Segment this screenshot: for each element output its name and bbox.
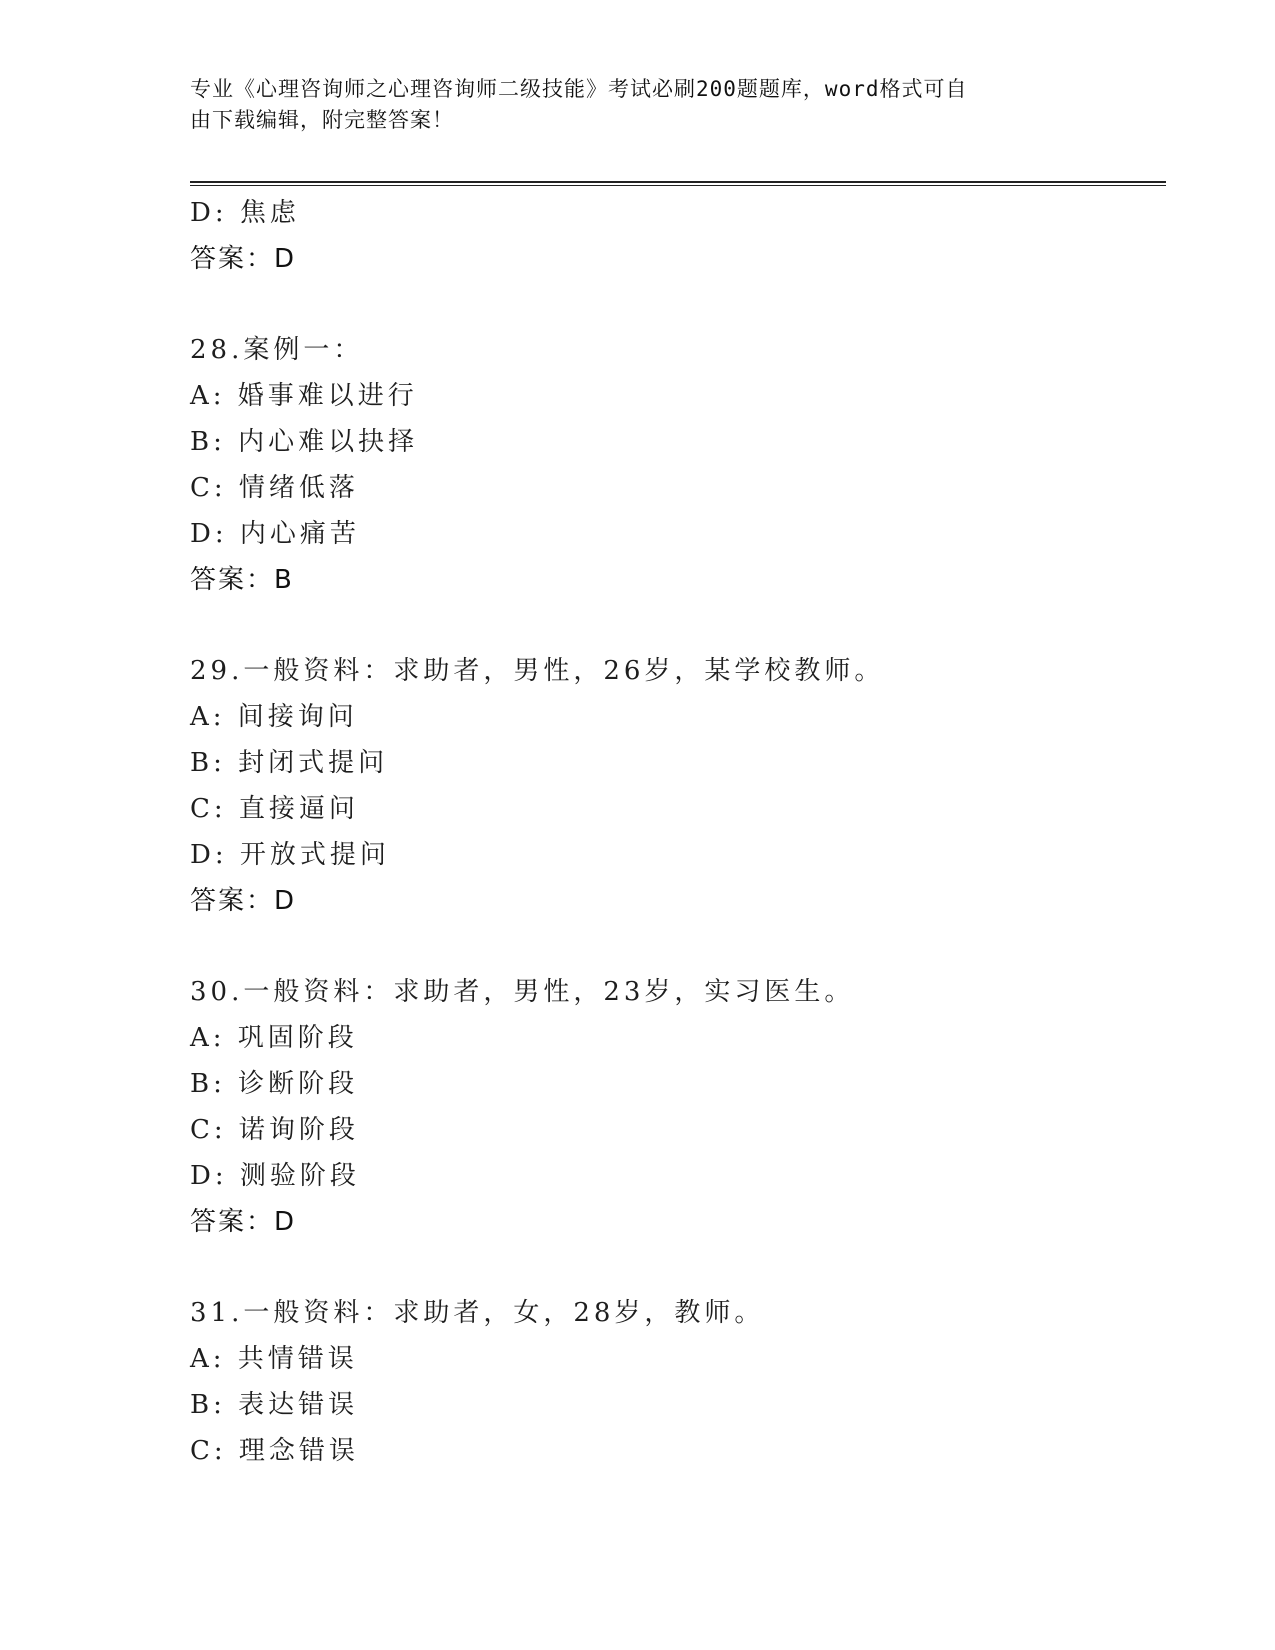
document-header: [190, 74, 1090, 136]
option-c: C: 诺询阶段: [190, 1115, 359, 1145]
answer-line: 答案：B: [190, 565, 294, 595]
answer-line: 答案：D: [190, 1207, 297, 1237]
option-d: D: 开放式提问: [190, 840, 390, 870]
answer-line: 答案：D: [190, 244, 297, 274]
question-stem: 31.一般资料：求助者，女，28岁，教师。: [190, 1298, 765, 1328]
option-c: C: 情绪低落: [190, 473, 359, 503]
option-a: A: 婚事难以进行: [190, 381, 418, 411]
option-c: C: 理念错误: [190, 1436, 359, 1466]
question-block-28: [190, 327, 1150, 603]
option-b: B: 诊断阶段: [190, 1069, 359, 1099]
question-list: [190, 190, 1150, 1474]
question-stem: 30.一般资料：求助者，男性，23岁，实习医生。: [190, 977, 855, 1007]
option-a: A: 共情错误: [190, 1344, 358, 1374]
header-line-2: 由下载编辑，附完整答案！: [190, 108, 454, 132]
question-stem: 29.一般资料：求助者，男性，26岁，某学校教师。: [190, 656, 885, 686]
option-c: C: 直接逼问: [190, 794, 359, 824]
option-b: B: 内心难以抉择: [190, 427, 419, 457]
header-divider: [190, 181, 1166, 186]
option-d: D: 焦虑: [190, 198, 300, 228]
question-block-31: [190, 1290, 1150, 1474]
option-d: D: 测验阶段: [190, 1161, 360, 1191]
answer-line: 答案：D: [190, 886, 297, 916]
question-block-30: [190, 969, 1150, 1245]
option-a: A: 间接询问: [190, 702, 358, 732]
option-b: B: 封闭式提问: [190, 748, 389, 778]
question-block-27-tail: [190, 190, 1150, 282]
header-line-1: 专业《心理咨询师之心理咨询师二级技能》考试必刷200题题库，word格式可自: [190, 77, 968, 101]
option-d: D: 内心痛苦: [190, 519, 360, 549]
question-block-29: [190, 648, 1150, 924]
option-b: B: 表达错误: [190, 1390, 359, 1420]
question-stem: 28.案例一：: [190, 335, 364, 365]
option-a: A: 巩固阶段: [190, 1023, 358, 1053]
